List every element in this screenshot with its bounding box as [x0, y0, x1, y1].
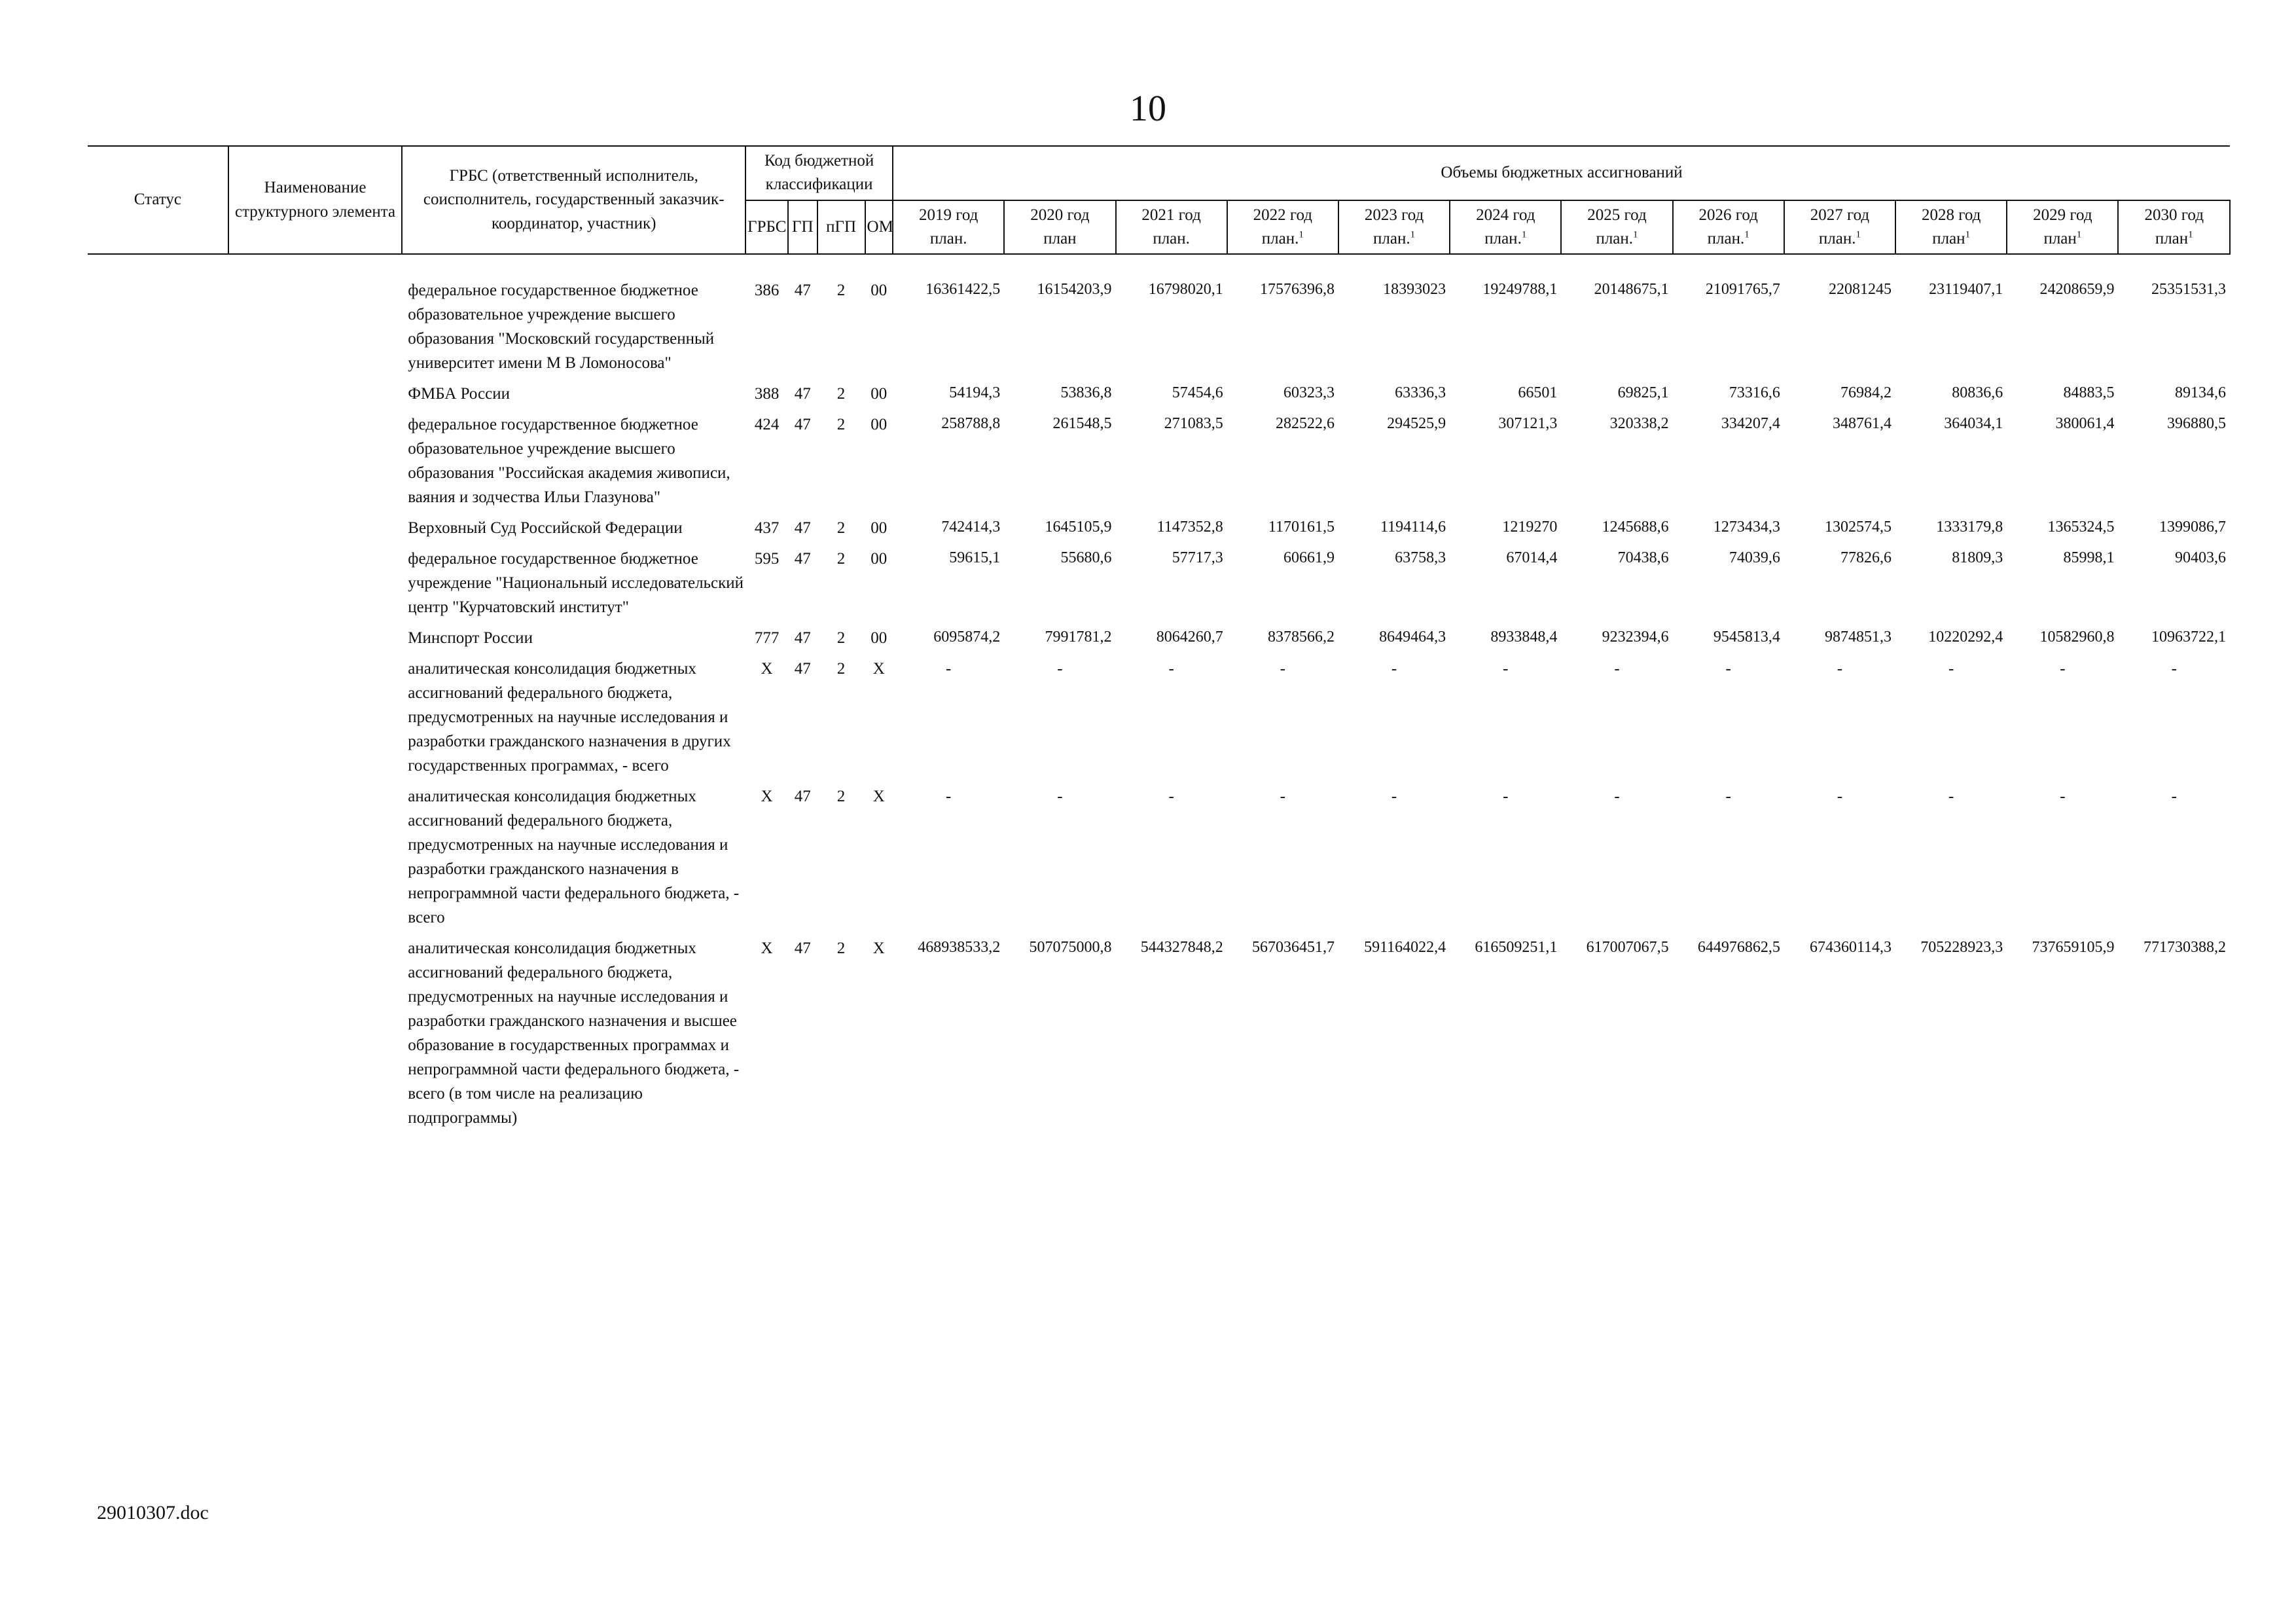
year-sub: план: [1043, 229, 1077, 247]
element-cell: [228, 936, 402, 1137]
document-filename: 29010307.doc: [97, 1502, 209, 1523]
element-cell: [228, 278, 402, 382]
value-cell: 1245688,6: [1602, 519, 1669, 536]
value-cell: -: [1837, 788, 1843, 805]
col-header-grbs: ГРБС: [745, 200, 788, 255]
col-header-om: ОМ: [865, 200, 893, 255]
year-label: 2030 год: [2144, 206, 2204, 224]
value-cell: 1333179,8: [1936, 519, 2003, 536]
col-header-year: [1784, 200, 1895, 255]
om-code-cell: 00: [870, 629, 888, 647]
value-cell: 617007067,5: [1586, 939, 1669, 956]
pgp-code-cell: 2: [836, 550, 846, 568]
value-cell: 89134,6: [2175, 384, 2226, 401]
value-cell: 16798020,1: [1148, 281, 1223, 298]
pgp-code-cell: 2: [836, 660, 846, 678]
col-header-year: [2007, 200, 2118, 255]
year-note: 1: [1299, 229, 1304, 240]
value-cell: 1170161,5: [1268, 519, 1335, 536]
gp-code-cell: 47: [794, 788, 811, 805]
value-cell: 507075000,8: [1029, 939, 1112, 956]
year-note: 1: [1965, 229, 1971, 240]
status-cell: [88, 657, 228, 784]
page-number: 10: [1130, 88, 1166, 129]
value-cell: 396880,5: [2167, 415, 2226, 432]
value-cell: 25351531,3: [2151, 281, 2226, 298]
value-cell: 60661,9: [1283, 549, 1335, 566]
value-cell: 77826,6: [1840, 549, 1892, 566]
col-header-year: [1004, 200, 1115, 255]
gp-code-cell: 47: [794, 939, 811, 957]
gp-code-cell: 47: [794, 660, 811, 678]
spacer-row: [88, 254, 2230, 278]
value-cell: 1194114,6: [1380, 519, 1446, 536]
value-cell: -: [1168, 788, 1174, 805]
year-note: 1: [2076, 229, 2082, 240]
value-cell: 74039,6: [1729, 549, 1780, 566]
om-code-cell: X: [872, 660, 885, 678]
element-cell: [228, 547, 402, 626]
value-cell: 16154203,9: [1037, 281, 1112, 298]
value-cell: -: [1391, 788, 1397, 805]
value-cell: 90403,6: [2175, 549, 2226, 566]
element-cell: [228, 382, 402, 412]
table-row: [88, 784, 2230, 936]
value-cell: -: [1948, 660, 1954, 678]
year-label: 2025 год: [1587, 206, 1647, 224]
value-cell: 468938533,2: [918, 939, 1001, 956]
value-cell: 544327848,2: [1140, 939, 1223, 956]
value-cell: 63336,3: [1395, 384, 1446, 401]
value-cell: -: [946, 660, 952, 678]
table-row: [88, 516, 2230, 547]
col-header-year: [1338, 200, 1450, 255]
col-header-year: [893, 200, 1004, 255]
year-note: 1: [1856, 229, 1861, 240]
value-cell: 644976862,5: [1697, 939, 1780, 956]
table-row: [88, 412, 2230, 516]
status-cell: [88, 278, 228, 382]
element-cell: [228, 657, 402, 784]
value-cell: -: [1725, 788, 1731, 805]
value-cell: 23119407,1: [1929, 281, 2003, 298]
year-sub: план.: [929, 229, 967, 247]
status-cell: [88, 784, 228, 936]
grbs-name-cell: аналитическая консолидация бюджетных ассигнований федерального бюджета, предусмотренных на научные исследования и разработки гражданского назначения и высшее образование в государственных программах и непрограммной части федерального бюджета, - всего (в том числе на реализацию подпрограммы): [408, 939, 740, 1127]
status-cell: [88, 626, 228, 657]
value-cell: 737659105,9: [2032, 939, 2115, 956]
value-cell: 8649464,3: [1379, 629, 1446, 646]
grbs-name-cell: федеральное государственное бюджетное образовательное учреждение высшего образования "Российская академия живописи, ваяния и зодчества Ильи Глазунова": [408, 416, 730, 506]
value-cell: -: [1614, 660, 1620, 678]
year-label: 2021 год: [1141, 206, 1201, 224]
value-cell: 742414,3: [941, 519, 1001, 536]
value-cell: -: [1837, 660, 1843, 678]
col-header-pgp: пГП: [817, 200, 865, 255]
year-note: 1: [1633, 229, 1638, 240]
year-label: 2024 год: [1476, 206, 1535, 224]
value-cell: 59615,1: [949, 549, 1001, 566]
pgp-code-cell: 2: [836, 385, 846, 403]
col-header-year: [1227, 200, 1338, 255]
year-sub: план.: [1261, 229, 1299, 247]
col-header-year: [1450, 200, 1561, 255]
om-code-cell: 00: [870, 282, 888, 299]
value-cell: 771730388,2: [2144, 939, 2226, 956]
col-header-budget-code: Код бюджетной классификации: [745, 146, 893, 200]
value-cell: -: [1725, 660, 1731, 678]
value-cell: 9232394,6: [1602, 629, 1669, 646]
value-cell: 17576396,8: [1259, 281, 1335, 298]
grbs-name-cell: Минспорт России: [408, 629, 533, 647]
col-header-gp: ГП: [788, 200, 817, 255]
value-cell: 320338,2: [1609, 415, 1669, 432]
pgp-code-cell: 2: [836, 939, 846, 957]
grbs-code-cell: X: [761, 660, 773, 678]
gp-code-cell: 47: [794, 416, 811, 433]
gp-code-cell: 47: [794, 385, 811, 403]
status-cell: [88, 516, 228, 547]
year-sub: план.: [1707, 229, 1745, 247]
value-cell: 591164022,4: [1364, 939, 1446, 956]
element-cell: [228, 784, 402, 936]
value-cell: 10220292,4: [1928, 629, 2003, 646]
value-cell: 22081245: [1829, 281, 1892, 298]
grbs-name-cell: федеральное государственное бюджетное учреждение "Национальный исследовательский центр "Курчатовский институт": [408, 550, 744, 616]
value-cell: 63758,3: [1395, 549, 1446, 566]
value-cell: 364034,1: [1944, 415, 2003, 432]
col-header-year: [1895, 200, 2007, 255]
grbs-code-cell: X: [761, 788, 773, 805]
value-cell: 16361422,5: [925, 281, 1001, 298]
value-cell: 282522,6: [1275, 415, 1335, 432]
value-cell: -: [2060, 788, 2066, 805]
year-label: 2020 год: [1030, 206, 1090, 224]
value-cell: 20148675,1: [1594, 281, 1669, 298]
table-row: [88, 936, 2230, 1137]
value-cell: 57454,6: [1172, 384, 1223, 401]
value-cell: 9874851,3: [1825, 629, 1892, 646]
year-label: 2022 год: [1253, 206, 1313, 224]
value-cell: 1645105,9: [1045, 519, 1112, 536]
value-cell: -: [1503, 788, 1509, 805]
value-cell: -: [2171, 788, 2177, 805]
value-cell: 258788,8: [941, 415, 1001, 432]
om-code-cell: 00: [870, 550, 888, 568]
value-cell: 9545813,4: [1713, 629, 1780, 646]
om-code-cell: 00: [870, 519, 888, 537]
value-cell: 294525,9: [1387, 415, 1446, 432]
col-header-grbs-full: ГРБС (ответственный исполнитель, соисполнитель, государственный заказчик-координатор, участник): [402, 146, 745, 254]
year-sub: план: [2155, 229, 2189, 247]
year-note: 1: [1744, 229, 1749, 240]
value-cell: 334207,4: [1721, 415, 1780, 432]
grbs-code-cell: 388: [754, 385, 780, 403]
value-cell: 55680,6: [1060, 549, 1112, 566]
year-label: 2028 год: [1921, 206, 1981, 224]
grbs-name-cell: Верховный Суд Российской Федерации: [408, 519, 683, 537]
grbs-name-cell: ФМБА России: [408, 385, 510, 403]
year-sub: план.: [1818, 229, 1856, 247]
gp-code-cell: 47: [794, 629, 811, 647]
year-label: 2019 год: [918, 206, 978, 224]
value-cell: 60323,3: [1283, 384, 1335, 401]
value-cell: 1219270: [1502, 519, 1558, 536]
table-row: [88, 547, 2230, 626]
value-cell: -: [1057, 660, 1063, 678]
value-cell: 1302574,5: [1825, 519, 1892, 536]
col-header-year: [2118, 200, 2230, 255]
value-cell: -: [1280, 788, 1285, 805]
grbs-name-cell: аналитическая консолидация бюджетных ассигнований федерального бюджета, предусмотренных на научные исследования и разработки гражданского назначения в других государственных программах, - всего: [408, 660, 731, 775]
grbs-code-cell: 777: [754, 629, 780, 647]
value-cell: 67014,4: [1506, 549, 1558, 566]
value-cell: 53836,8: [1060, 384, 1112, 401]
table-row: [88, 278, 2230, 382]
year-sub: план: [2043, 229, 2077, 247]
pgp-code-cell: 2: [836, 629, 846, 647]
table-row: [88, 657, 2230, 784]
value-cell: 380061,4: [2055, 415, 2115, 432]
value-cell: 261548,5: [1052, 415, 1112, 432]
value-cell: 80836,6: [1952, 384, 2003, 401]
om-code-cell: 00: [870, 385, 888, 403]
grbs-code-cell: 595: [754, 550, 780, 568]
value-cell: 1273434,3: [1713, 519, 1780, 536]
col-header-year: [1116, 200, 1227, 255]
col-header-year: [1673, 200, 1784, 255]
value-cell: 7991781,2: [1045, 629, 1112, 646]
table-body: [88, 254, 2230, 1137]
year-sub: план.: [1373, 229, 1410, 247]
pgp-code-cell: 2: [836, 416, 846, 433]
om-code-cell: 00: [870, 416, 888, 433]
pgp-code-cell: 2: [836, 788, 846, 805]
value-cell: 348761,4: [1833, 415, 1892, 432]
year-label: 2027 год: [1810, 206, 1870, 224]
value-cell: 307121,3: [1498, 415, 1558, 432]
col-header-year: [1561, 200, 1672, 255]
value-cell: 69825,1: [1617, 384, 1669, 401]
value-cell: 73316,6: [1729, 384, 1780, 401]
value-cell: 21091765,7: [1705, 281, 1780, 298]
value-cell: 70438,6: [1617, 549, 1669, 566]
element-cell: [228, 626, 402, 657]
gp-code-cell: 47: [794, 282, 811, 299]
value-cell: 81809,3: [1952, 549, 2003, 566]
year-note: 1: [2188, 229, 2193, 240]
col-header-volumes: Объемы бюджетных ассигнований: [893, 146, 2230, 200]
element-cell: [228, 412, 402, 516]
budget-allocation-table: [88, 145, 2231, 1137]
value-cell: 674360114,3: [1809, 939, 1892, 956]
value-cell: -: [1614, 788, 1620, 805]
grbs-code-cell: 386: [754, 282, 780, 299]
col-header-status: Статус: [88, 146, 228, 254]
value-cell: 705228923,3: [1920, 939, 2003, 956]
value-cell: 1399086,7: [2159, 519, 2226, 536]
status-cell: [88, 412, 228, 516]
year-note: 1: [1521, 229, 1527, 240]
value-cell: 57717,3: [1172, 549, 1223, 566]
pgp-code-cell: 2: [836, 282, 846, 299]
element-cell: [228, 516, 402, 547]
om-code-cell: X: [872, 939, 885, 957]
table-row: [88, 626, 2230, 657]
value-cell: -: [2171, 660, 2177, 678]
value-cell: -: [946, 788, 952, 805]
value-cell: -: [1948, 788, 1954, 805]
value-cell: 1365324,5: [2047, 519, 2115, 536]
year-sub: план: [1932, 229, 1965, 247]
value-cell: -: [1280, 660, 1285, 678]
grbs-code-cell: 424: [754, 416, 780, 433]
year-label: 2026 год: [1698, 206, 1758, 224]
value-cell: -: [1503, 660, 1509, 678]
value-cell: 10963722,1: [2151, 629, 2226, 646]
value-cell: 567036451,7: [1251, 939, 1335, 956]
grbs-name-cell: аналитическая консолидация бюджетных ассигнований федерального бюджета, предусмотренных на научные исследования и разработки гражданского назначения в непрограммной части федерального бюджета, - всего: [408, 788, 740, 926]
year-note: 1: [1410, 229, 1416, 240]
value-cell: 1147352,8: [1157, 519, 1223, 536]
value-cell: 19249788,1: [1482, 281, 1558, 298]
value-cell: 271083,5: [1164, 415, 1223, 432]
value-cell: 84883,5: [2063, 384, 2115, 401]
status-cell: [88, 382, 228, 412]
value-cell: 54194,3: [949, 384, 1001, 401]
gp-code-cell: 47: [794, 519, 811, 537]
value-cell: 6095874,2: [933, 629, 1001, 646]
gp-code-cell: 47: [794, 550, 811, 568]
status-cell: [88, 547, 228, 626]
value-cell: 24208659,9: [2039, 281, 2115, 298]
value-cell: 18393023: [1383, 281, 1446, 298]
value-cell: -: [1168, 660, 1174, 678]
value-cell: -: [1391, 660, 1397, 678]
grbs-code-cell: 437: [754, 519, 780, 537]
value-cell: 76984,2: [1840, 384, 1892, 401]
table-row: [88, 382, 2230, 412]
year-sub: план.: [1484, 229, 1522, 247]
value-cell: 8933848,4: [1490, 629, 1558, 646]
year-sub: план.: [1153, 229, 1190, 247]
grbs-code-cell: X: [761, 939, 773, 957]
pgp-code-cell: 2: [836, 519, 846, 537]
year-label: 2029 год: [2033, 206, 2092, 224]
om-code-cell: X: [872, 788, 885, 805]
value-cell: 66501: [1518, 384, 1558, 401]
grbs-name-cell: федеральное государственное бюджетное образовательное учреждение высшего образования "Московский государственный университет имени М В Ломоносова": [408, 282, 715, 372]
value-cell: 10582960,8: [2039, 629, 2115, 646]
value-cell: 85998,1: [2063, 549, 2115, 566]
col-header-element: Наименование структурного элемента: [228, 146, 402, 254]
status-cell: [88, 936, 228, 1137]
year-sub: план.: [1596, 229, 1634, 247]
value-cell: 8064260,7: [1156, 629, 1223, 646]
value-cell: -: [2060, 660, 2066, 678]
value-cell: 616509251,1: [1475, 939, 1558, 956]
value-cell: 8378566,2: [1267, 629, 1335, 646]
value-cell: -: [1057, 788, 1063, 805]
year-label: 2023 год: [1364, 206, 1424, 224]
